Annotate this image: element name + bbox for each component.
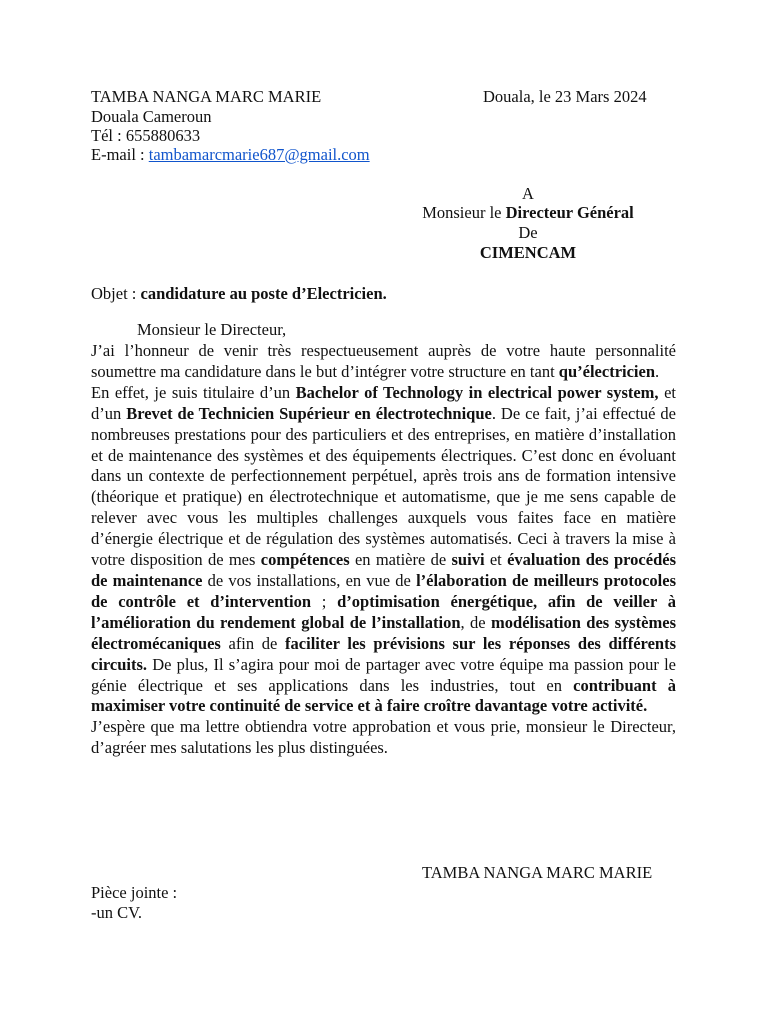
- para2-bold-9: faciliter les prévisions sur les réponses des différents circuits.: [91, 633, 676, 674]
- para2-bold-6: l’élaboration de meilleurs protocoles de contrôle et d’intervention: [91, 570, 676, 611]
- para2-text-2: et d’un: [91, 382, 676, 423]
- recipient-role: Directeur Général: [505, 203, 634, 222]
- para2-text-8: , de: [460, 612, 492, 632]
- recipient-line-a: A: [522, 184, 534, 203]
- para2-bold-4: suivi: [451, 550, 485, 570]
- para2-text-7: ;: [311, 591, 338, 611]
- paragraph-1: [91, 341, 676, 383]
- recipient-line-de: De: [518, 223, 538, 242]
- para1-text-1: J’ai l’honneur de venir très respectueusement auprès de votre haute personnalité soumettre ma candidature dans le but d’intégrer votre structure en tant: [91, 341, 676, 381]
- sender-name: TAMBA NANGA MARC MARIE: [91, 87, 322, 106]
- company-name: CIMENCAM: [479, 243, 577, 262]
- recipient-prefix: Monsieur le: [422, 203, 506, 222]
- email-link[interactable]: tambamarcmarie687@gmail.com: [148, 145, 370, 164]
- para2-text-9: afin de: [220, 633, 286, 653]
- para2-bold-3: compétences: [260, 550, 350, 570]
- sender-email-line: [91, 145, 370, 165]
- para2-text-3: . De ce fait, j’ai effectué de nombreuses prestations pour des particuliers et des entreprises, en matière d’installation et de maintenance des systèmes et des équipements électriques. C’est donc en évoluant dans un contexte de perfectionnement perpétuel, après trois ans de formation intensive (théorique et pratique) en électrotechnique et automatisme, que je me sens capable de relever avec vous les multiples challenges auxquels vous faites face en matière d’énergie électrique et de régulation des systèmes automatisés. Ceci à travers la mise à votre disposition de mes: [91, 403, 676, 570]
- para2-bold-1: Bachelor of Technology in electrical power system,: [295, 382, 659, 402]
- subject-label: Objet :: [91, 284, 141, 303]
- recipient-company: [380, 243, 676, 263]
- para2-text-4: en matière de: [349, 550, 452, 570]
- attachment-item: -un CV.: [91, 903, 143, 922]
- para1-text-2: .: [655, 361, 660, 381]
- para2-bold-5: évaluation des procédés de maintenance: [91, 550, 677, 590]
- sender-city: Douala Cameroun: [91, 107, 212, 126]
- para2-text-5: et: [484, 550, 508, 570]
- para2-bold-8: modélisation des systèmes électromécaniques: [91, 612, 676, 653]
- para2-bold-7: d’optimisation énergétique, afin de veiller à l’amélioration du rendement global de l’installation: [91, 591, 676, 632]
- para1-bold-1: qu’électricien: [558, 361, 656, 381]
- para2-bold-2: Brevet de Technicien Supérieur en électrotechnique: [126, 403, 492, 423]
- para2-text-10: De plus, Il s’agira pour moi de partager avec votre équipe ma passion pour le génie électrique et ses applications dans les industries, tout en: [91, 654, 676, 695]
- letter-date: Douala, le 23 Mars 2024: [483, 87, 647, 106]
- sender-phone: Tél : 655880633: [91, 126, 201, 145]
- email-label: E-mail :: [91, 145, 149, 164]
- subject-text: candidature au poste d’Electricien.: [140, 284, 387, 303]
- letter-body: [91, 341, 676, 759]
- para2-text-1: En effet, je suis titulaire d’un: [91, 382, 296, 402]
- paragraph-2: [91, 383, 676, 718]
- salutation: Monsieur le Directeur,: [137, 320, 287, 339]
- attachment-label: Pièce jointe :: [91, 883, 178, 902]
- para2-bold-10: contribuant à maximiser votre continuité de service et à faire croître davantage votre activité.: [91, 675, 676, 716]
- paragraph-3: J’espère que ma lettre obtiendra votre approbation et vous prie, monsieur le Directeur, d’agréer mes salutations les plus distinguées.: [91, 717, 676, 758]
- subject-line: [91, 284, 387, 304]
- recipient-title: [380, 203, 676, 223]
- signature: TAMBA NANGA MARC MARIE: [422, 863, 653, 882]
- para2-text-6: de vos installations, en vue de: [202, 570, 417, 590]
